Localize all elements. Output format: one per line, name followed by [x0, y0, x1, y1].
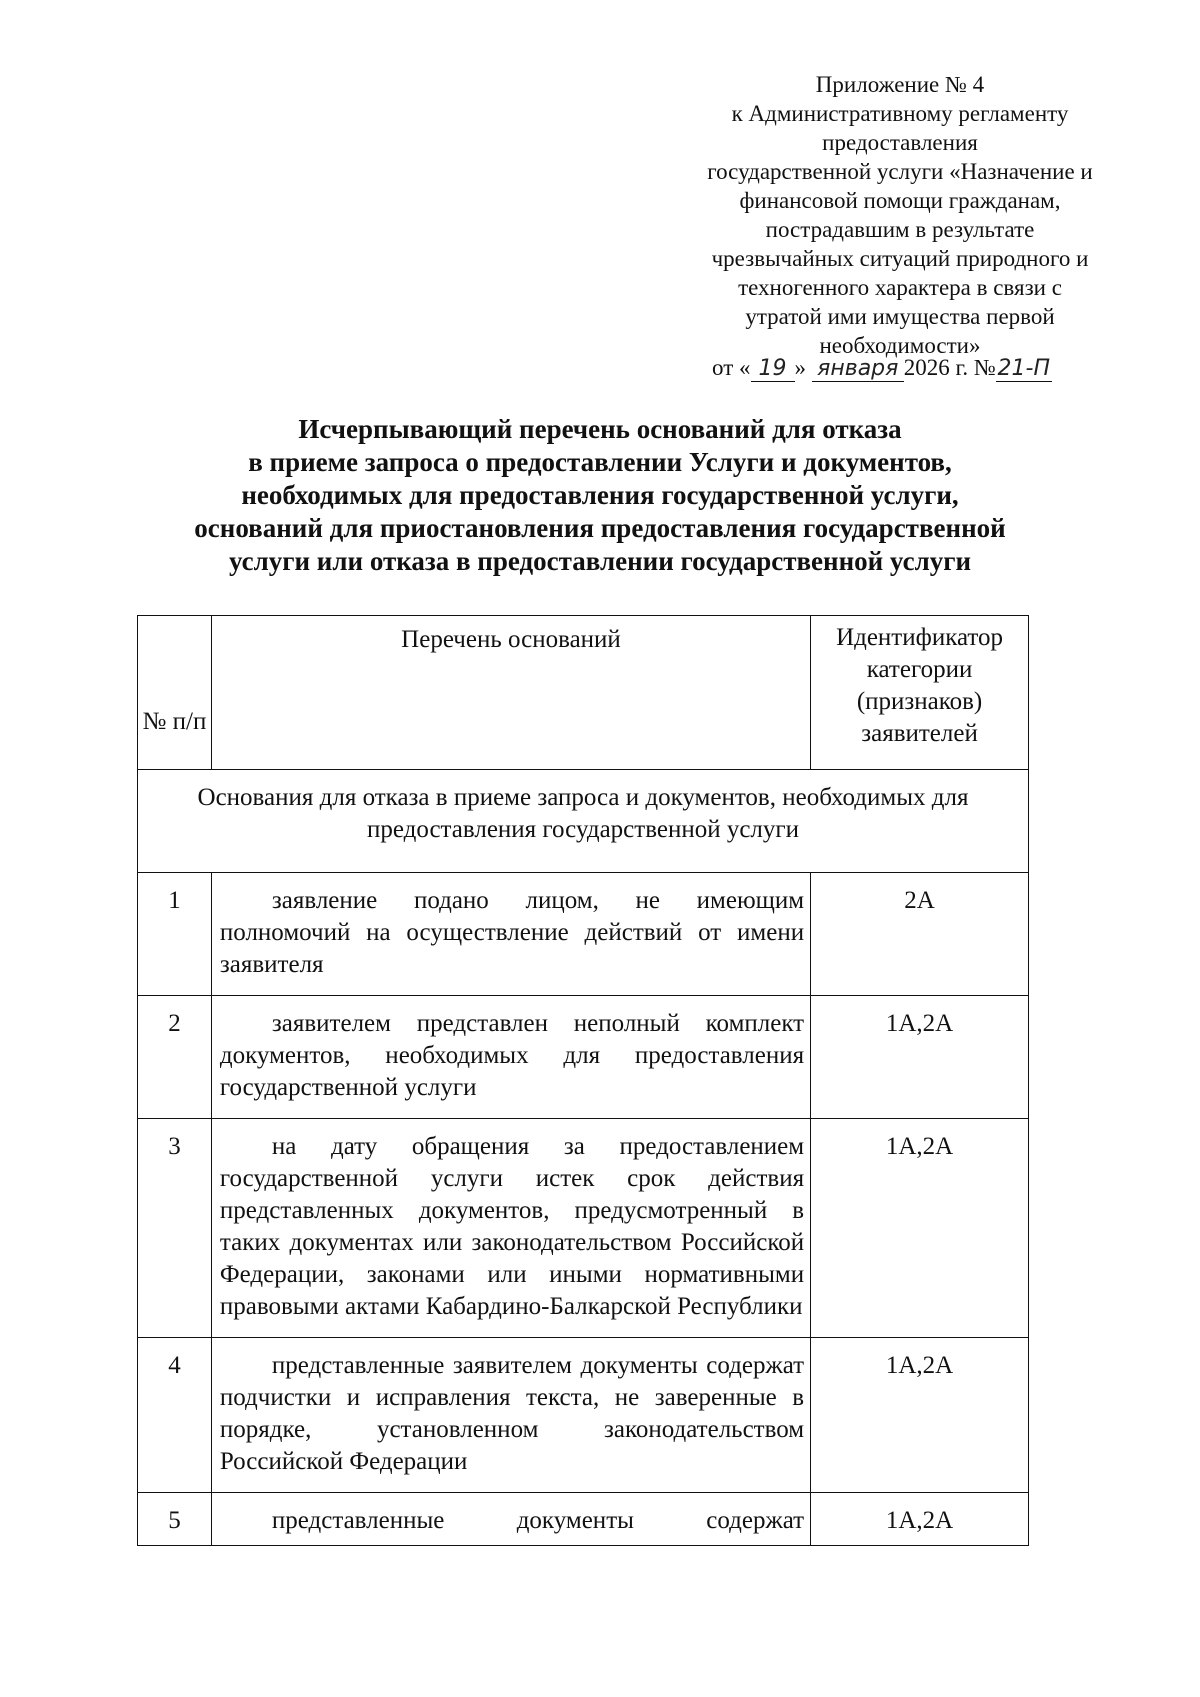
row-id: 1А,2А	[811, 1493, 1029, 1546]
row-num: 4	[138, 1338, 212, 1493]
row-text-content: представленные документы содержат	[271, 1507, 805, 1534]
appendix-line: утратой ими имущества первой	[745, 304, 1055, 329]
table-row	[138, 1338, 1029, 1493]
title-line: услуги или отказа в предоставлении государственной услуги	[228, 546, 972, 576]
appendix-line: техногенного характера в связи с	[738, 275, 1062, 300]
table-row	[138, 873, 1029, 996]
section-title: Основания для отказа в приеме запроса и документов, необходимых для предоставления государственной услуги	[138, 770, 1029, 873]
header-identifier: Идентификатор категории (признаков) заявителей	[811, 616, 1029, 770]
row-num: 3	[138, 1119, 212, 1338]
date-prefix: от «	[712, 355, 751, 380]
row-id: 1А,2А	[811, 1338, 1029, 1493]
title-line: в приеме запроса о предоставлении Услуги и документов,	[248, 447, 952, 477]
row-num: 1	[138, 873, 212, 996]
row-text	[211, 873, 810, 996]
appendix-line: Приложение № 4	[815, 72, 985, 97]
handwritten-number: 21-П	[997, 356, 1051, 381]
appendix-line: финансовой помощи гражданам,	[739, 188, 1061, 213]
appendix-block	[680, 70, 1120, 360]
row-id: 1А,2А	[811, 996, 1029, 1119]
appendix-line: государственной услуги «Назначение и	[707, 159, 1093, 184]
section-row	[138, 770, 1029, 873]
row-id: 2А	[811, 873, 1029, 996]
row-text	[211, 1119, 810, 1338]
row-text	[211, 1493, 810, 1546]
header-reasons: Перечень оснований	[211, 616, 810, 770]
handwritten-month: января	[812, 357, 904, 382]
date-year: 2026 г. №	[903, 355, 996, 380]
header-num: № п/п	[138, 616, 212, 770]
row-text-content: заявителем представлен неполный комплект документов, необходимых для предоставления государственной услуги	[219, 1010, 805, 1101]
resolution-date-line	[712, 355, 1052, 382]
document-title	[130, 413, 1070, 578]
row-text	[211, 1338, 810, 1493]
row-text-content: представленные заявителем документы содержат подчистки и исправления текста, не заверенные в порядке, установленном законодательством Российской Федерации	[219, 1352, 805, 1475]
appendix-line: необходимости»	[819, 333, 981, 358]
table-header-row	[138, 616, 1029, 770]
appendix-line: чрезвычайных ситуаций природного и	[711, 246, 1089, 271]
table-row	[138, 996, 1029, 1119]
reasons-table	[137, 615, 1029, 1546]
appendix-line: пострадавшим в результате	[765, 217, 1035, 242]
row-id: 1А,2А	[811, 1119, 1029, 1338]
row-text-content: на дату обращения за предоставлением государственной услуги истек срок действия представленных документов, предусмотренный в таких документах или законодательством Российской Федерации, законами или иными нормативными правовыми актами Кабардино-Балкарской Республики	[219, 1133, 805, 1320]
title-line: оснований для приостановления предоставления государственной	[194, 513, 1006, 543]
date-mid: »	[794, 355, 806, 380]
row-num: 2	[138, 996, 212, 1119]
handwritten-day: 19	[751, 357, 795, 382]
table-row	[138, 1119, 1029, 1338]
appendix-line: предоставления	[822, 130, 978, 155]
row-num: 5	[138, 1493, 212, 1546]
title-line: Исчерпывающий перечень оснований для отказа	[298, 414, 902, 444]
row-text	[211, 996, 810, 1119]
appendix-line: к Административному регламенту	[731, 101, 1069, 126]
table-row	[138, 1493, 1029, 1546]
title-line: необходимых для предоставления государственной услуги,	[241, 480, 959, 510]
row-text-content: заявление подано лицом, не имеющим полномочий на осуществление действий от имени заявителя	[219, 887, 805, 978]
